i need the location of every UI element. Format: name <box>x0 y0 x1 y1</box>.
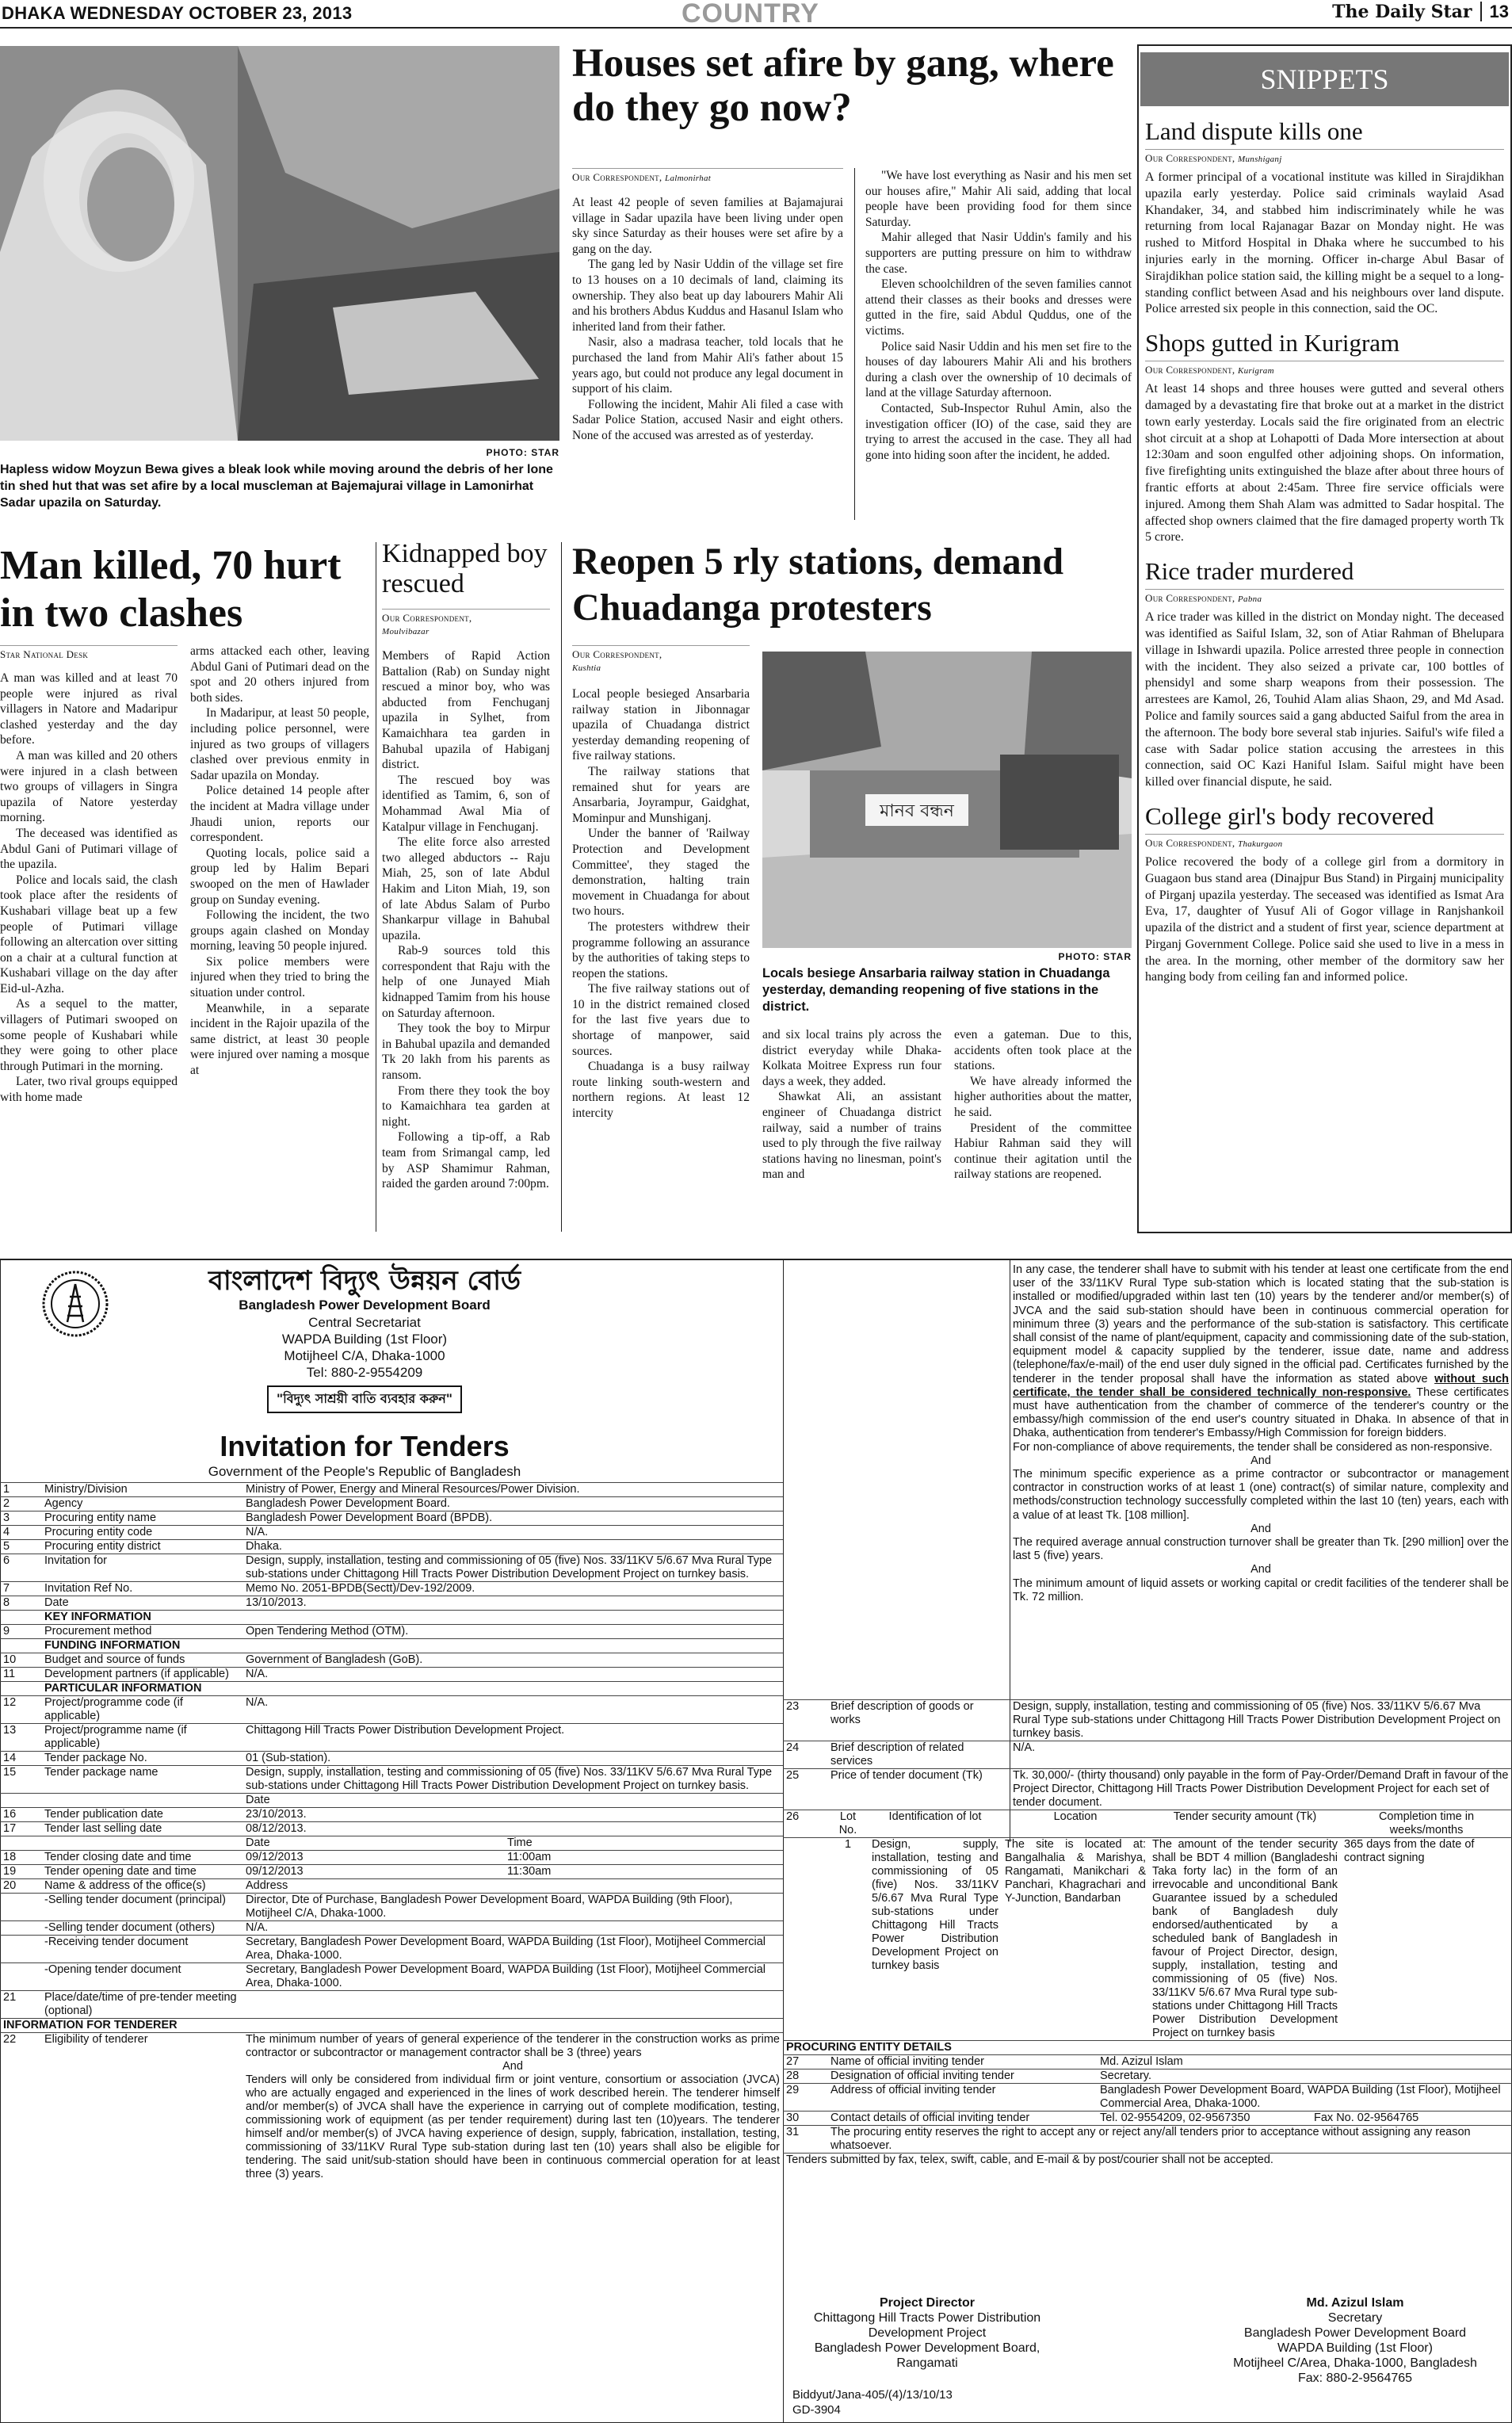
column-rule <box>561 542 562 1232</box>
table-row: 25 Price of tender document (Tk) Tk. 30,000/- (thirty thousand) only payable in the form of Pay-Order/Demand Draft in favour of the Project Director, Chittagong Hill Tracts Power Distribution Development Project for each set of tender document. <box>783 1769 1512 1810</box>
protest-banner-text: মানব বন্ধন <box>880 801 954 821</box>
table-section-row: PROCURING ENTITY DETAILS <box>783 2041 1512 2055</box>
article-man-killed-col2: arms attacked each other, leaving Abdul Gani of Putimari dead on the spot and 20 others injured from both sides. In Madaripur, at least 50 people, including police personnel, were injured as two groups of villagers clashed over previous enmity in Sadar upazila on Monday. Police detained 14 people after the incident at Madra village under Jhaudi union, reports our correspondent. Quoting locals, police said a group led by Halim Bepari swooped on the men of Hawlader group on Sunday evening. Following the incident, the two groups again clashed on Monday morning, leaving 50 people injured. Six police members were injured when they tried to bring the situation under control. Meanwhile, in a separate incident in the Rajoir upazila of the same district, at least 30 people were injured over naming a mosque at <box>190 644 369 1078</box>
table-row: 9 Procurement method Open Tendering Method (OTM). <box>0 1625 783 1639</box>
eligibility-continued: In any case, the tenderer shall have to submit with his tender at least one certificate from the end user of the 33/11KV Rural Type sub-station which is located stating that the sub-station is installed or modified/upgraded within last ten (10) years by the tenderer and/or member(s) of JVCA and the said sub-station should have been in continuous commercial operation for minimum three (3) years and the performance of the sub-station is satisfactory. This certificate shall consist of the name of plant/equipment, capacity and commissioning date of the sub-station, equipment model & capacity supplied by the tenderer, issue date, name and address (telephone/fax/e-mail) of the end user duly signed in the official pad. Certificates furnished by the tenderer in the tender proposal shall have the information as stated above without such certificate, the tender shall be considered technically non-responsive. These certificates must have authentication from the chamber of commerce of the tenderer's country or the embassy/high commission of the end user's country situated in Dhaka. In absence of that in Dhaka, authentication from tenderer's Embassy/High Commission for foreign bidders. For non-compliance of above requirements, the tender shall be considered as non-responsive. And The minimum specific experience as a prime contractor or subcontractor or management contractor in construction works of at least 1 (one) contract(s) of similar nature, complexity and methods/construction technology successfully completed within the last 10 (ten) years, each with a value of at least Tk. [108 million]. And The required average annual construction turnover shall be greater than Tk. [290 million] over the last 5 (five) years. And The minimum amount of liquid assets or working capital or credit facilities of the tenderer shall be Tk. 72 million. <box>1013 1263 1510 1603</box>
snippet-item <box>1145 557 1504 791</box>
tender-letterhead <box>158 1265 571 1413</box>
byline-kidnapped: Our Correspondent, Moulvibazar <box>382 609 550 637</box>
table-row: 27 Name of official inviting tender Md. Azizul Islam <box>783 2055 1512 2069</box>
article-reopen-col1: Local people besieged Ansarbaria railway station in Jibonnagar upazila of Chuadanga district yesterday demanding reopening of five railway stations. The railway stations that remained shut for years are Ansarbaria, Joyrampur, Gaidghat, Mominpur and Munshiganj. Under the banner of 'Railway Protection and Development Committee', they staged the demonstration, halting train movement in Chuadanga for about two hours. The protesters withdrew their programme following an assurance by the authorities of taking steps to reopen the stations. The five railway stations out of 10 in the district remained closed for the last five years due to shortage of manpower, said sources. Chuadanga is a busy railway route linking south-western and northern regions. At least 12 intercity <box>572 687 750 1121</box>
table-row: 29 Address of official inviting tender Bangladesh Power Development Board, WAPDA Building (1st Floor), Motijheel Commercial Area, Dhaka-1000. <box>783 2084 1512 2112</box>
article-reopen-col3: even a gateman. Due to this, accidents often took place at the stations. We have already informed the higher authorities about the matter, he said. President of the committee Habiur Rahman said they will continue their agitation until the railway stations are reopened. <box>954 1028 1132 1182</box>
table-row: Date Time <box>0 1836 783 1851</box>
news-photo-protest <box>762 652 1132 948</box>
table-row: -Selling tender document (others) N/A. <box>0 1921 783 1936</box>
lot-header-row: 26 Lot No. Identification of lot Location Tender security amount (Tk) Completion time in weeks/months <box>783 1810 1512 1838</box>
headline-houses: Houses set afire by gang, where do they go now? <box>572 41 1114 130</box>
signature-left: Project Director Chittagong Hill Tracts Power Distribution Development Project Bangladesh Power Development Board, Rangamati <box>813 2296 1041 2370</box>
table-row: 22 Eligibility of tenderer The minimum number of years of general experience of the tenderer in the construction works as prime contractor or subcontractor or management contractor shall be 3 (three) years And Tenders will only be considered from individual firm or joint venture, consortium or association (JVCA) who are actually engaged and experienced in the lines of work described herein. The tenderer himself and/or member(s) of JVCA shall have the experience in carrying out of complete modification, testing, commissioning work of equipment (as per tender requirement) during last ten (10)years. The tenderer himself and/or member(s) of JVCA having experience of design, supply, fabrication, installation, testing, commissioning of 33/11KV Rural Type sub-station during last ten (10) years shall also be eligible for tendering. The said unit/sub-station should have been in continuous commercial operation for at least three (3) years. <box>0 2033 783 2182</box>
table-row: 6 Invitation for Design, supply, installation, testing and commissioning of 05 (five) Nos. 33/11KV 5/6.67 Mva Rural Type sub-stations under Chittagong Hill Tracts Power Distribution Development Project on turnkey basis. <box>0 1554 783 1582</box>
table-row: 21 Place/date/time of pre-tender meeting (optional) <box>0 1991 783 2019</box>
snippet-text: A former principal of a vocational institute was killed in Sirajdikhan upazila early yesterday. Police said criminals waylaid Asad Khandaker, 34, and stabbed him indiscriminately while he was returning from local Rajanagar Bazar on Monday night. He was rushed to Mitford Hospital in Dhaka where he succumbed to his injuries early in the morning. Officer in-charge Abul Basar of Sirajdikhan police station said, the killing might be a sequel to a long-standing conflict between Asad and his neighbours over land dispute. Police arrested six people in this connection, said the OC. <box>1145 170 1504 316</box>
table-row: 19 Tender opening date and time 09/12/2013 11:30am <box>0 1865 783 1879</box>
tender-info-table <box>0 1482 783 2181</box>
page-number: 13 <box>1480 2 1509 21</box>
snippet-item <box>1145 802 1504 986</box>
snippets-title: SNIPPETS <box>1140 52 1509 106</box>
photo-credit: PHOTO: STAR <box>486 447 559 458</box>
dateline: DHAKA WEDNESDAY OCTOBER 23, 2013 <box>2 3 353 23</box>
article-houses-col1: At least 42 people of seven families at Bajamajurai village in Sadar upazila have been living under open sky since Saturday as their houses were set afire by a gang on the day. The gang led by Nasir Uddin of the village set fire to 13 houses on a 10 decimals of land, claiming its ownership. They also beat up day labourers Mahir Ali and his brothers Abdus Kuddus and Hasanul Islam who inherited land from their father. Nasir, also a madrasa teacher, told locals that he purchased the land from Mahir Ali's father about 15 years ago, but could not produce any legal document in support of his claim. Following the incident, Mahir Ali filed a case with Sadar Police Station, accused Nasir and eight others. None of the accused was arrested as of yesterday. <box>572 196 843 442</box>
table-row: -Receiving tender document Secretary, Bangladesh Power Development Board, WAPDA Building (1st Floor), Motijheel Commercial Area, Dhaka-1000. <box>0 1936 783 1963</box>
byline-houses: Our Correspondent, Lalmonirhat <box>572 168 843 184</box>
snippet-headline: Rice trader murdered <box>1145 557 1354 586</box>
snippet-text: A rice trader was killed in the district on Monday night. The deceased was identified as Saiful Islam, 32, son of Atiar Rahman of Bhelupara village in Ishwardi upazila. Police arrested three people in connection with the incident. They also seized a private car, 100 bottles of phensidyl and some sharp weapons from their possession. The arrestees are Kamol, 26, Touhid Alam alias Shaon, 29, and Md Asad. Police and family sources said a gang abducted Saiful from the area in the afternoon. The body bore several stab injuries. Saiful's wife filed a case with Sadar police station accusing the arrestees in this connection, said OC Kazi Haniful Islam. Saiful might have been killed over financial dispute, he said. <box>1145 610 1504 789</box>
table-row: 23 Brief description of goods or works Design, supply, installation, testing and commissioning of 05 (five) Nos. 33/11KV 5/6.67 Mva Rural Type sub-stations under Chittagong Hill Tracts Power Distribution Development Project on turnkey basis. <box>783 1700 1512 1741</box>
headline-man-killed: Man killed, 70 hurt in two clashes <box>0 543 342 636</box>
page-header <box>0 0 1512 29</box>
snippet-byline: Our Correspondent, Munshiganj <box>1145 149 1504 165</box>
table-row: 4 Procuring entity code N/A. <box>0 1526 783 1540</box>
article-man-killed-col1: A man was killed and at least 70 people were injured as rival villagers in Natore and Madaripur clashed yesterday and the day before. A man was killed and 20 others were injured in a clash between two groups of villagers in Singra upazila of Natore yesterday morning. The deceased was identified as Abdul Gani of Putimari village of the upazila. Police and locals said, the clash took place after the residents of Kushabari village beat up a few people of Putimari village following an altercation over sitting on a chair at a cultural function at Kushabari village on the day after Eid-ul-Azha. As a sequel to the matter, villagers of Putimari swooped on some people of Kushabari while they were going to other place through Putimari in the morning. Later, two rival groups equipped with home made <box>0 671 178 1105</box>
headline-reopen: Reopen 5 rly stations, demand Chuadanga protesters <box>572 541 1064 629</box>
table-row: 15 Tender package name Design, supply, installation, testing and commissioning of 05 (five) Nos. 33/11KV 5/6.67 Mva Rural Type sub-stations under Chittagong Hill Tracts Power Distribution Development Project on turnkey basis. <box>0 1766 783 1794</box>
table-row: 31 The procuring entity reserves the right to accept any or reject any/all tenders prior to acceptance without assigning any reason whatsoever. <box>783 2126 1512 2154</box>
article-reopen-col2: and six local trains ply across the district everyday while Dhaka-Kolkata Moitree Express run four days a week, they added. Shawkat Ali, an assistant engineer of Chuadanga district railway, said a number of trains used to ply through the five railway stations having no linesman, point's man and <box>762 1028 941 1182</box>
photo-caption: Locals besiege Ansarbaria railway station in Chuadanga yesterday, demanding reopening of five stations in the district. <box>762 966 1110 1014</box>
masthead: The Daily Star <box>1332 2 1472 22</box>
table-row: 2 Agency Bangladesh Power Development Board. <box>0 1497 783 1512</box>
snippet-item <box>1145 329 1504 546</box>
tender-info-table <box>783 1699 1512 1810</box>
byline-man-killed: Star National Desk <box>0 645 178 661</box>
table-row: 18 Tender closing date and time 09/12/2013 11:00am <box>0 1851 783 1865</box>
article-houses-col2: "We have lost everything as Nasir and his men set our houses afire," Mahir Ali said, adding that local people have been providing food for them since Saturday. Mahir alleged that Nasir Uddin's family and his supporters are putting pressure on him to withdraw the case. Eleven schoolchildren of the seven families cannot attend their classes as their books and dresses were gutted in the fire, said Abdul Quddus, one of the victims. Police said Nasir Uddin and his men set fire to the houses of day labourers Mahir Ali and his brothers during a clash over the ownership of 10 decimals of land at the village Saturday afternoon. Contacted, Sub-Inspector Ruhul Amin, also the investigation officer (IO) of the case, said they are trying to arrest the accused in the case. They all had gone into hiding soon after the incident, he added. <box>865 169 1132 462</box>
snippet-headline: College girl's body recovered <box>1145 801 1434 830</box>
office-tel: Tel: 880-2-9554209 <box>306 1365 423 1380</box>
bpdb-logo <box>41 1270 109 1338</box>
lot-table <box>783 1810 1512 2040</box>
byline-reopen: Our Correspondent, Kushtia <box>572 645 750 674</box>
table-row: 24 Brief description of related services N/A. <box>783 1741 1512 1769</box>
snippet-byline: Our Correspondent, Pabna <box>1145 589 1504 605</box>
table-row: -Selling tender document (principal) Director, Dte of Purchase, Bangladesh Power Development Board, WAPDA Building (9th Floor), Motijheel C/A, Dhaka-1000. <box>0 1894 783 1921</box>
table-row: 20 Name & address of the office(s) Address <box>0 1879 783 1894</box>
table-row: 5 Procuring entity district Dhaka. <box>0 1540 783 1554</box>
office-name: Central Secretariat <box>308 1315 421 1330</box>
snippet-byline: Our Correspondent, Thakurgaon <box>1145 834 1504 850</box>
gov-name: Government of the People's Republic of Bangladesh <box>208 1464 521 1479</box>
bn-board-name: বাংলাদেশ বিদ্যুৎ উন্নয়ন বোর্ড <box>208 1265 521 1297</box>
tender-table-left <box>0 1482 783 2181</box>
lot-row: 1 Design, supply, installation, testing and commissioning of 05 (five) Nos. 33/11KV 5/6.67 Mva Rural Type sub-stations under Chittagong Hill Tracts Power Distribution Development Project on turnkey basis The site is located at: Bangalhalia & Marishya, Rangamati, Manikchari & Panchari, Khagrachari and Y-Junction, Bandarban The amount of the tender security shall be BDT 4 million (Bangladeshi Taka forty lac) in the form of an irrevocable and unconditional Bank Guarantee issued by a scheduled bank of Bangladesh duly endorsed/authenticated by a scheduled bank of Bangladesh in favour of Project Director, design, supply, installation, testing and commissioning of 05 (five) Nos. 33/11KV 5/6.67 Mva Rural type sub-stations under Chittagong Hill Tracts Power Distribution Development Project on turnkey basis 365 days from the date of contract signing <box>783 1838 1512 2041</box>
table-row: 11 Development partners (if applicable) N/A. <box>0 1668 783 1682</box>
table-row: 7 Invitation Ref No. Memo No. 2051-BPDB(Sectt)/Dev-192/2009. <box>0 1582 783 1596</box>
photo-credit: PHOTO: STAR <box>1058 951 1132 962</box>
photo-caption: Hapless widow Moyzun Bewa gives a bleak look while moving around the debris of her lone tin shed hut that was set afire by a local muscleman at Bajemajurai village in Lamonirhat Sadar upazila on Saturday. <box>0 463 553 510</box>
energy-slogan: "বিদ্যুৎ সাশ্রয়ী বাতি ব্যবহার করুন" <box>267 1385 462 1413</box>
tender-table-right <box>783 1699 1512 2167</box>
table-row: 30 Contact details of official inviting tender Tel. 02-9554209, 02-9567350 Fax No. 02-9564765 <box>783 2112 1512 2126</box>
snippet-text: Police recovered the body of a college girl from a dormitory in Guagaon bus stand area (Dinajpur Bus Stand) in Pirgainj municipality of Pirganj upazila yesterday. The seceased was identified as Ismat Ara Eva, 17, daughter of Yusuf Ali of Gogor village in Ranjshankoil upazila of the district and a student of first year, science department at Pirganj Government College. Police said she used to live in a mess in the area. In the morning, other member of the dormitory saw her hanging body from ceiling fan and informed police. <box>1145 854 1504 984</box>
table-row: 1 Ministry/Division Ministry of Power, Energy and Mineral Resources/Power Division. <box>0 1483 783 1497</box>
snippet-headline: Land dispute kills one <box>1145 117 1363 145</box>
table-section-row: INFORMATION FOR TENDERER <box>0 2019 783 2033</box>
table-row: Tenders submitted by fax, telex, swift, cable, and E-mail & by post/courier shall not be accepted. <box>783 2154 1512 2168</box>
table-row: 10 Budget and source of funds Government of Bangladesh (GoB). <box>0 1653 783 1668</box>
office-address: Motijheel C/A, Dhaka-1000 <box>284 1348 445 1363</box>
table-section-row: FUNDING INFORMATION <box>0 1639 783 1653</box>
snippet-item <box>1145 117 1504 318</box>
signature-right: Md. Azizul Islam Secretary Bangladesh Power Development Board WAPDA Building (1st Floor) Motijheel C/Area, Dhaka-1000, Bangladesh Fax: 880-2-9564765 <box>1233 2296 1477 2385</box>
table-row: 16 Tender publication date 23/10/2013. <box>0 1808 783 1822</box>
tender-title: Invitation for Tenders <box>220 1430 510 1462</box>
snippet-text: At least 14 shops and three houses were gutted and several others damaged by a devastating fire that broke out at a market in the district town early yesterday. Locals said the fire originated from an electric shot circuit at a shop at Lohapotti of Dada More intersection at about 12:30am and soon engulfed other adjoining shops. On information, five firefighting units extinguished the blaze after about three hours of frantic efforts at about 2:45am. Three fire service officials were injured. Among them Shah Alam was admitted to Sadar hospital. The affected shop owners claimed that the fire damaged property worth Tk 5 crore. <box>1145 382 1504 545</box>
column-rule <box>854 168 855 520</box>
table-row: 13 Project/programme name (if applicable) Chittagong Hill Tracts Power Distribution Development Project. <box>0 1724 783 1752</box>
table-row: 17 Tender last selling date 08/12/2013. <box>0 1822 783 1836</box>
headline-kidnapped: Kidnapped boy rescued <box>382 539 548 598</box>
table-row: 12 Project/programme code (if applicable) N/A. <box>0 1696 783 1724</box>
news-photo-widow <box>0 46 559 441</box>
table-row: -Opening tender document Secretary, Bangladesh Power Development Board, WAPDA Building (1st Floor), Motijheel Commercial Area, Dhaka-1000. <box>0 1963 783 1991</box>
office-building: WAPDA Building (1st Floor) <box>281 1332 448 1347</box>
section-title: COUNTRY <box>682 0 819 29</box>
table-row: 14 Tender package No. 01 (Sub-station). <box>0 1752 783 1766</box>
procuring-entity-table <box>783 2040 1512 2167</box>
board-name: Bangladesh Power Development Board <box>239 1297 491 1313</box>
table-section-row: PARTICULAR INFORMATION <box>0 1682 783 1696</box>
table-row: Date <box>0 1794 783 1808</box>
snippet-byline: Our Correspondent, Kurigram <box>1145 361 1504 376</box>
table-section-row: KEY INFORMATION <box>0 1611 783 1625</box>
table-row: 28 Designation of official inviting tender Secretary. <box>783 2069 1512 2084</box>
article-kidnapped: Members of Rapid Action Battalion (Rab) on Sunday night rescued a minor boy, who was abducted from Fenchuganj upazila in Sylhet, from Kamaichhara tea garden in Bahubal upazila of Habiganj district. The rescued boy was identified as Tamim, 6, son of Mohammad Awal Mia of Katalpur village in Fenchuganj. The elite force also arrested two alleged abductors -- Raju Miah, 25, son of late Abdul Hakim and Liton Miah, 19, son of late Abdus Salam of Purbo Shankarpur village in Bahubal upazila. Rab-9 sources told this correspondent that Raju with the help of one Junayed Miah kidnapped Tamim from his house on Saturday afternoon. They took the boy to Mirpur in Bahubal upazila and demanded Tk 20 lakh from his parents as ransom. From there they took the boy to Kamaichhara tea garden at night. Following a tip-off, a Rab team from Srimangal camp, led by ASP Shamimur Rahman, raided the garden around 7:00pm. <box>382 649 550 1191</box>
snippet-headline: Shops gutted in Kurigram <box>1145 329 1400 357</box>
table-row: 8 Date 13/10/2013. <box>0 1596 783 1611</box>
ad-reference: Biddyut/Jana-405/(4)/13/10/13 GD-3904 <box>792 2388 953 2417</box>
table-row: 3 Procuring entity name Bangladesh Power Development Board (BPDB). <box>0 1512 783 1526</box>
snippets-box <box>1137 44 1512 1233</box>
